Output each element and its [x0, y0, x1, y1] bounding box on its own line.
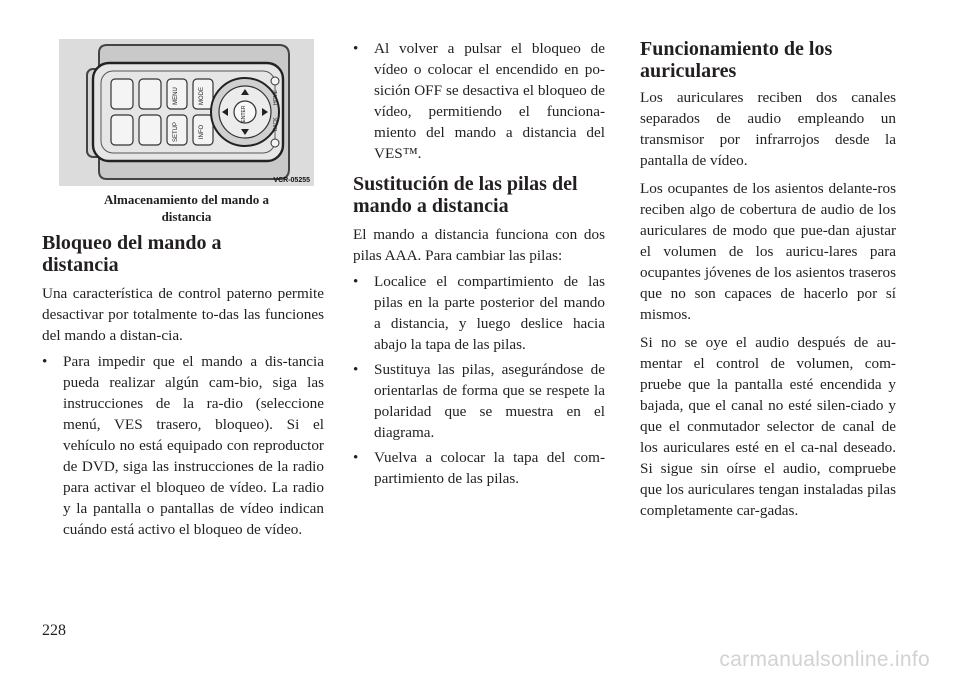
mode-key-label: MODE	[199, 87, 205, 105]
page-number: 228	[42, 622, 66, 639]
figure-caption	[59, 191, 314, 225]
figure-code: VCR-05255	[273, 177, 310, 184]
bullet-list	[42, 351, 324, 540]
menu-key-label: MENU	[173, 87, 179, 105]
back-key-label: BACK	[273, 117, 279, 131]
paragraph: El mando a distancia funciona con dos pilas AAA. Para cambiar las pilas:	[353, 226, 605, 264]
column-3	[640, 38, 896, 521]
watermark: carmanualsonline.info	[719, 648, 930, 671]
list-item: • Localice el compartimiento de las pilas en la parte posterior del mando a distancia, y luego deslice hacia abajo la tapa de las pilas.	[353, 271, 605, 355]
heading-line-2: distancia	[42, 254, 119, 276]
heading-line-1: Sustitución de las pilas del	[353, 173, 578, 195]
paragraph: Los ocupantes de los asientos delante-ros reciben algo de cobertura de audio de los auriculares de modo que pue-dan ajustar el volumen de los auricu-lares para ocupantes jóvenes de los asientos traseros que no son capaces de hacerlo por sí mismos.	[640, 180, 896, 323]
heading-line-2: auriculares	[640, 60, 737, 82]
heading-line-1: Bloqueo del mando a	[42, 232, 222, 254]
column-2	[353, 38, 605, 489]
caption-line-2: distancia	[161, 209, 212, 224]
section-heading-batteries	[353, 173, 605, 217]
paragraph: Una característica de control paterno permite desactivar por totalmente to-das las funciones del mando a distan-cia.	[42, 285, 324, 344]
paragraph: Los auriculares reciben dos canales separados de audio empleando un transmisor por infrarrojos desde la pantalla de vídeo.	[640, 89, 896, 169]
remote-storage-figure	[59, 39, 314, 186]
heading-line-1: Funcionamiento de los	[640, 38, 833, 60]
enter-key-label: ENTER	[241, 105, 247, 123]
section-heading-lock	[42, 232, 324, 276]
column-1	[42, 232, 324, 540]
list-item: • Para impedir que el mando a dis-tancia pueda realizar algún cam-bio, siga las instrucciones de la ra-dio (seleccione menú, VES trasero, bloqueo). Si el vehículo no está equipado con reproductor de DVD, siga las instrucciones de la radio para activar el bloqueo de vídeo. La radio y la pantalla o pantallas de vídeo indican cuándo está activo el bloqueo de vídeo.	[42, 351, 324, 540]
paragraph: Si no se oye el audio después de au-mentar el control de volumen, com-pruebe que la pantalla esté encendida y bajada, que el canal no esté silen-ciado y que el conmutador selector de canal de los auriculares esté en el ca-nal deseado. Si sigue sin oírse el audio, compruebe que los auriculares tengan instaladas pilas completamente car-gadas.	[640, 334, 896, 519]
heading-line-2: mando a distancia	[353, 195, 509, 217]
setup-key-label: SETUP	[173, 121, 179, 143]
list-item: • Sustituya las pilas, asegurándose de orientarlas de forma que se respete la polaridad que se muestra en el diagrama.	[353, 359, 605, 443]
bullet-list	[353, 271, 605, 489]
list-item: • Al volver a pulsar el bloqueo de vídeo o colocar el encendido en po-sición OFF se desactiva el bloqueo de vídeo, permitiendo el funciona-miento del mando a distancia del VES™.	[353, 38, 605, 164]
remote-control-illustration	[59, 39, 314, 186]
info-key-label: INFO	[199, 124, 205, 140]
home-key-label: HOME	[273, 90, 279, 105]
section-heading-headphones	[640, 38, 896, 82]
list-item: • Vuelva a colocar la tapa del com-partimiento de las pilas.	[353, 447, 605, 489]
bullet-list	[353, 38, 605, 164]
caption-line-1: Almacenamiento del mando a	[103, 192, 270, 207]
